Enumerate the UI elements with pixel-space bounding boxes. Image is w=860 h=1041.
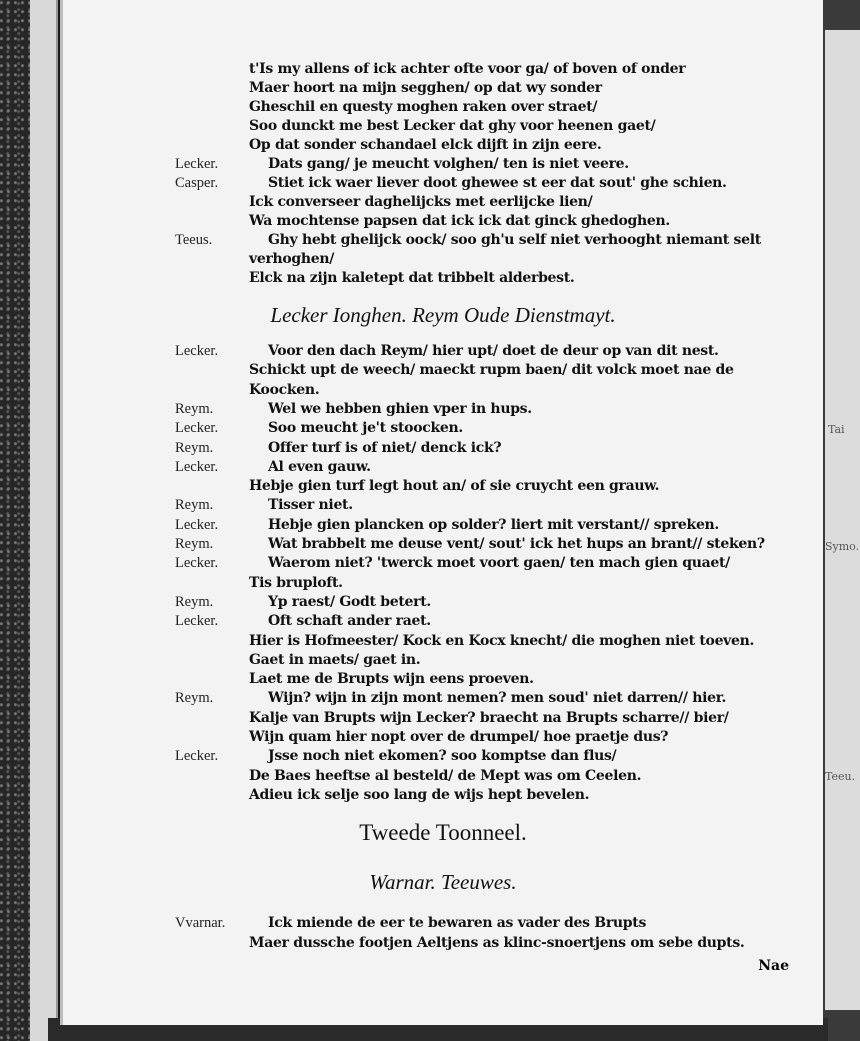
speaker-label: Reym.	[175, 439, 214, 456]
verse-text: Wel we hebben ghien vper in hups.	[268, 400, 532, 417]
verse-text: Dats gang/ je meucht volghen/ ten is niet veere.	[268, 156, 629, 172]
verse-text: Wijn? wijn in zijn mont nemen? men soud' niet darren// hier.	[268, 690, 727, 707]
speaker-label: Lecker.	[175, 748, 219, 765]
page-edge	[30, 0, 58, 1041]
speaker-label: Reym.	[175, 400, 214, 417]
speaker-label: Reym.	[175, 497, 214, 514]
book-page	[60, 0, 823, 1025]
catchword: Nae	[758, 958, 789, 974]
verse-text: Soo meucht je't stoocken.	[268, 420, 463, 437]
verse-text: De Baes heeftse al besteld/ de Mept was om Ceelen.	[249, 767, 642, 784]
verse-text: Ick converseer daghelijcks met eerlijcke lien/	[249, 194, 593, 210]
verse-line	[63, 784, 823, 806]
verse-text: Kalje van Brupts wijn Lecker? braecht na Brupts scharre// bier/	[249, 709, 729, 726]
verse-text: Gaet in maets/ gaet in.	[249, 651, 421, 668]
verse-text: Hier is Hofmeester/ Kock en Kocx knecht/ die moghen niet toeven.	[249, 632, 755, 649]
verse-text: Wat brabbelt me deuse vent/ sout' ick het hups an brant// steken?	[268, 536, 765, 552]
margin-mark-2: Symo.	[825, 540, 860, 553]
verse-text: Laet me de Brupts wijn eens proeven.	[249, 671, 534, 688]
speaker-label: Lecker.	[175, 516, 219, 533]
verse-text: Tis bruploft.	[249, 574, 343, 591]
verse-text: Adieu ick selje soo lang de wijs hept bevelen.	[249, 786, 590, 803]
verse-text: Elck na zijn kaletept dat tribbelt alderbest.	[249, 270, 575, 286]
verse-text: Voor den dach Reym/ hier upt/ doet de deur op van dit nest.	[268, 343, 719, 359]
speaker-label: Lecker.	[175, 555, 219, 572]
verse-text: Ick miende de eer te bewaren as vader des Brupts	[268, 915, 647, 931]
verse-text: Hebje gien turf legt hout an/ of sie cruycht een grauw.	[249, 478, 660, 495]
speaker-label: Reym.	[175, 690, 214, 707]
verse-text: Oft schaft ander raet.	[268, 613, 431, 630]
verse-text: Schickt upt de weech/ maeckt rupm baen/ dit volck moet nae de	[249, 362, 734, 379]
verse-text: Hebje gien plancken op solder? liert mit verstant// spreken.	[268, 516, 720, 533]
verse-text: verhoghen/	[249, 251, 335, 267]
verse-text: Ghy hebt ghelijck oock/ soo gh'u self niet verhooght niemant selt	[268, 232, 761, 248]
verse-text: t'Is my allens of ick achter ofte voor ga/ of boven of onder	[249, 61, 686, 77]
speaker-label: Vvarnar.	[175, 915, 226, 931]
verse-text: Waerom niet? 'twerck moet voort gaen/ ten mach gien quaet/	[268, 555, 730, 572]
act-header: Warnar. Teeuwes.	[369, 870, 517, 894]
speaker-label: Reym.	[175, 593, 214, 610]
verse-text: Wa mochtense papsen dat ick ick dat ginck ghedoghen.	[249, 213, 670, 229]
verse-text: Gheschil en questy moghen raken over straet/	[249, 99, 598, 115]
act-title: Tweede Toonneel.	[359, 820, 527, 845]
speaker-label: Lecker.	[175, 613, 219, 630]
speaker-label: Lecker.	[175, 156, 219, 172]
verse-text: Maer dussche footjen Aeltjens as klinc-snoertjens om sebe dupts.	[249, 935, 745, 951]
verse-line	[63, 912, 823, 934]
speaker-label: Lecker.	[175, 458, 219, 475]
verse-text: Wijn quam hier nopt over de drumpel/ hoe praetje dus?	[249, 729, 669, 745]
verse-text: Tisser niet.	[268, 497, 353, 514]
verse-text: Koocken.	[249, 381, 320, 398]
facing-page	[825, 30, 860, 1010]
verse-text: Stiet ick waer liever doot ghewee st eer dat sout' ghe schien.	[268, 175, 727, 191]
verse-line	[63, 267, 823, 289]
verse-text: Offer turf is of niet/ denck ick?	[268, 439, 502, 456]
margin-mark-3: Teeu.	[825, 770, 856, 783]
speaker-label: Casper.	[175, 175, 219, 191]
margin-mark-1: Tai	[828, 423, 845, 436]
speaker-label: Lecker.	[175, 420, 219, 437]
speaker-label: Reym.	[175, 536, 214, 552]
scene-header: Lecker Ionghen. Reym Oude Dienstmayt.	[270, 303, 616, 327]
speaker-label: Teeus.	[175, 232, 213, 248]
verse-text: Jsse noch niet ekomen? soo komptse dan flus/	[268, 748, 617, 765]
verse-text: Yp raest/ Godt betert.	[268, 593, 431, 610]
verse-text: Soo dunckt me best Lecker dat ghy voor heenen gaet/	[249, 118, 656, 134]
verse-text: Maer hoort na mijn segghen/ op dat wy sonder	[249, 80, 602, 96]
verse-text: Al even gauw.	[268, 458, 371, 475]
verse-text: Op dat sonder schandael elck dijft in zijn eere.	[249, 137, 602, 153]
verse-line	[63, 932, 823, 954]
speaker-label: Lecker.	[175, 343, 219, 359]
